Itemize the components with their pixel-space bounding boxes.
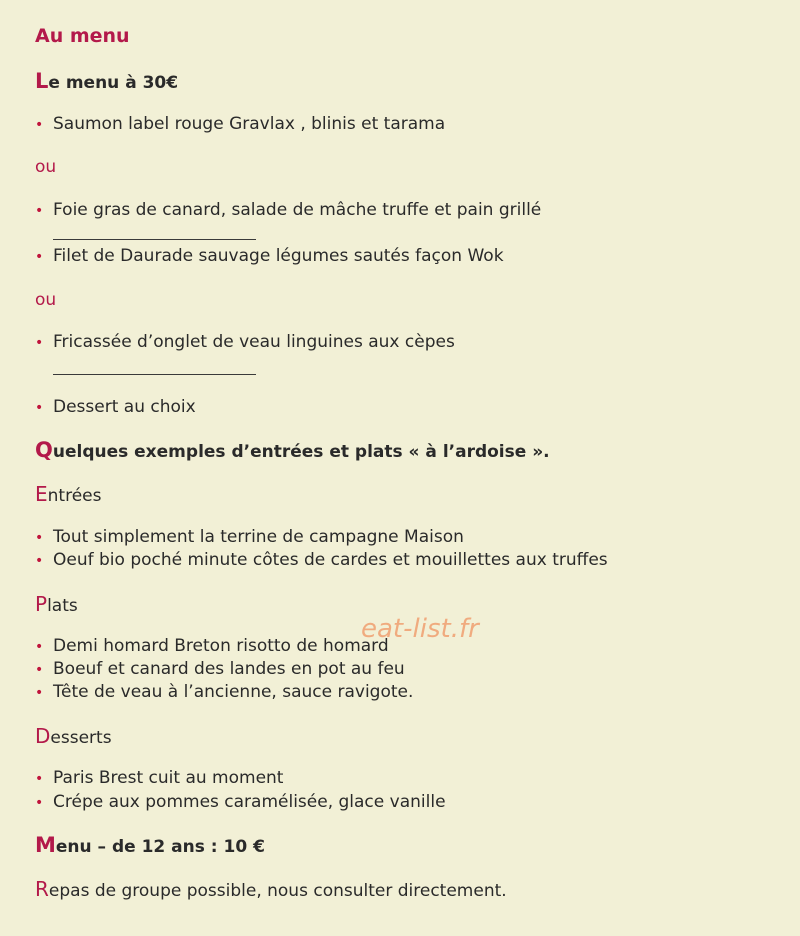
list-item [35, 635, 389, 658]
item-text: Tout simplement la terrine de campagne Maison [53, 527, 464, 547]
bullet-icon: • [35, 203, 44, 219]
watermark: eat-list.fr [361, 614, 479, 644]
desserts-label [35, 725, 112, 749]
list-item [35, 767, 283, 790]
item-text: Foie gras de canard, salade de mâche truffe et pain grillé [53, 200, 542, 220]
list-item [35, 396, 196, 419]
heading-text: e menu à 30€ [48, 73, 179, 93]
item-text: Fricassée d’onglet de veau linguines aux cèpes [53, 332, 455, 352]
item-text: Demi homard Breton risotto de homard [53, 636, 389, 656]
bullet-icon: • [35, 249, 44, 265]
item-text: Dessert au choix [53, 397, 196, 417]
list-item [35, 681, 413, 704]
list-item [35, 245, 504, 268]
heading-initial: Q [35, 438, 53, 462]
heading-text: uelques exemples d’entrées et plats « à l’ardoise ». [52, 442, 550, 462]
label-initial: D [35, 724, 51, 748]
divider [53, 239, 256, 240]
heading-initial: L [35, 69, 49, 93]
item-text: Oeuf bio poché minute côtes de cardes et mouillettes aux truffes [53, 550, 608, 570]
label-text: esserts [50, 728, 112, 748]
bullet-icon: • [35, 685, 44, 701]
kids-menu-heading [35, 834, 265, 858]
list-item [35, 113, 445, 136]
ou-text: ou [35, 290, 57, 310]
bullet-icon: • [35, 639, 44, 655]
item-text: Paris Brest cuit au moment [53, 768, 284, 788]
divider [53, 374, 256, 375]
list-item [35, 199, 541, 222]
bullet-icon: • [35, 117, 44, 133]
plats-label [35, 593, 78, 617]
item-text: Crépe aux pommes caramélisée, glace vanille [53, 792, 446, 812]
bullet-icon: • [35, 530, 44, 546]
note-text: epas de groupe possible, nous consulter directement. [48, 881, 507, 901]
item-text: Tête de veau à l’ancienne, sauce ravigote. [53, 682, 414, 702]
entrees-label [35, 483, 101, 507]
bullet-icon: • [35, 400, 44, 416]
label-initial: E [35, 482, 48, 506]
bullet-icon: • [35, 662, 44, 678]
page-title: Au menu [35, 25, 130, 47]
heading-text: enu – de 12 ans : 10 € [55, 837, 265, 857]
list-item [35, 331, 455, 354]
note-initial: R [35, 877, 49, 901]
separator-ou [35, 289, 56, 311]
item-text: Boeuf et canard des landes en pot au feu [53, 659, 405, 679]
label-text: ntrées [47, 486, 102, 506]
list-item [35, 791, 446, 814]
ou-text: ou [35, 157, 57, 177]
list-item [35, 526, 464, 549]
menu-30-heading [35, 70, 178, 94]
group-note [35, 878, 507, 902]
item-text: Saumon label rouge Gravlax , blinis et tarama [53, 114, 446, 134]
list-item [35, 549, 608, 572]
heading-initial: M [35, 833, 56, 857]
bullet-icon: • [35, 553, 44, 569]
bullet-icon: • [35, 335, 44, 351]
label-initial: P [35, 592, 48, 616]
bullet-icon: • [35, 771, 44, 787]
item-text: Filet de Daurade sauvage légumes sautés façon Wok [53, 246, 504, 266]
separator-ou [35, 156, 56, 178]
ardoise-heading [35, 439, 550, 463]
bullet-icon: • [35, 795, 44, 811]
list-item [35, 658, 405, 681]
label-text: lats [47, 596, 78, 616]
